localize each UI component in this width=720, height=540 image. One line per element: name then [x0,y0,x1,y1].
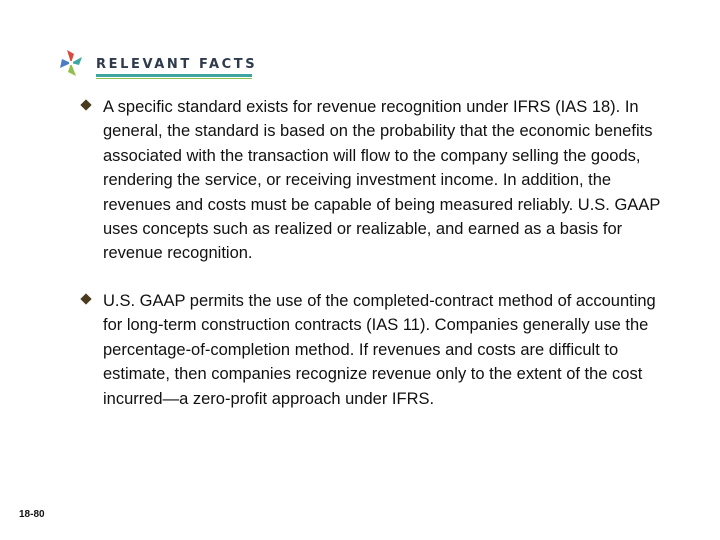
diamond-bullet-icon [80,293,91,304]
header-rule-accent [96,78,252,79]
header-title: RELEVANT FACTS [96,57,258,72]
bullet-text: U.S. GAAP permits the use of the completed-contract method of accounting for long-term construction contracts (IAS 11). Companies generally use the percentage-of-completion method. If revenues and costs are difficult to estimate, then companies recognize revenue only to the extent of the cost incurred—a zero-profit approach under IFRS. [103,292,656,408]
bullet-text: A specific standard exists for revenue recognition under IFRS (IAS 18). In general, the standard is based on the probability that the economic benefits associated with the transaction will flow to the company selling the goods, rendering the service, or receiving investment income. In addition, the revenues and costs must be capable of being measured reliably. U.S. GAAP uses concepts such as realized or realizable, and earned as a basis for revenue recognition. [103,98,661,263]
page-number: 18-80 [19,509,45,520]
header-rule [96,74,252,77]
diamond-bullet-icon [80,99,91,110]
slide-header [52,46,258,80]
pinwheel-logo-icon [58,48,84,78]
